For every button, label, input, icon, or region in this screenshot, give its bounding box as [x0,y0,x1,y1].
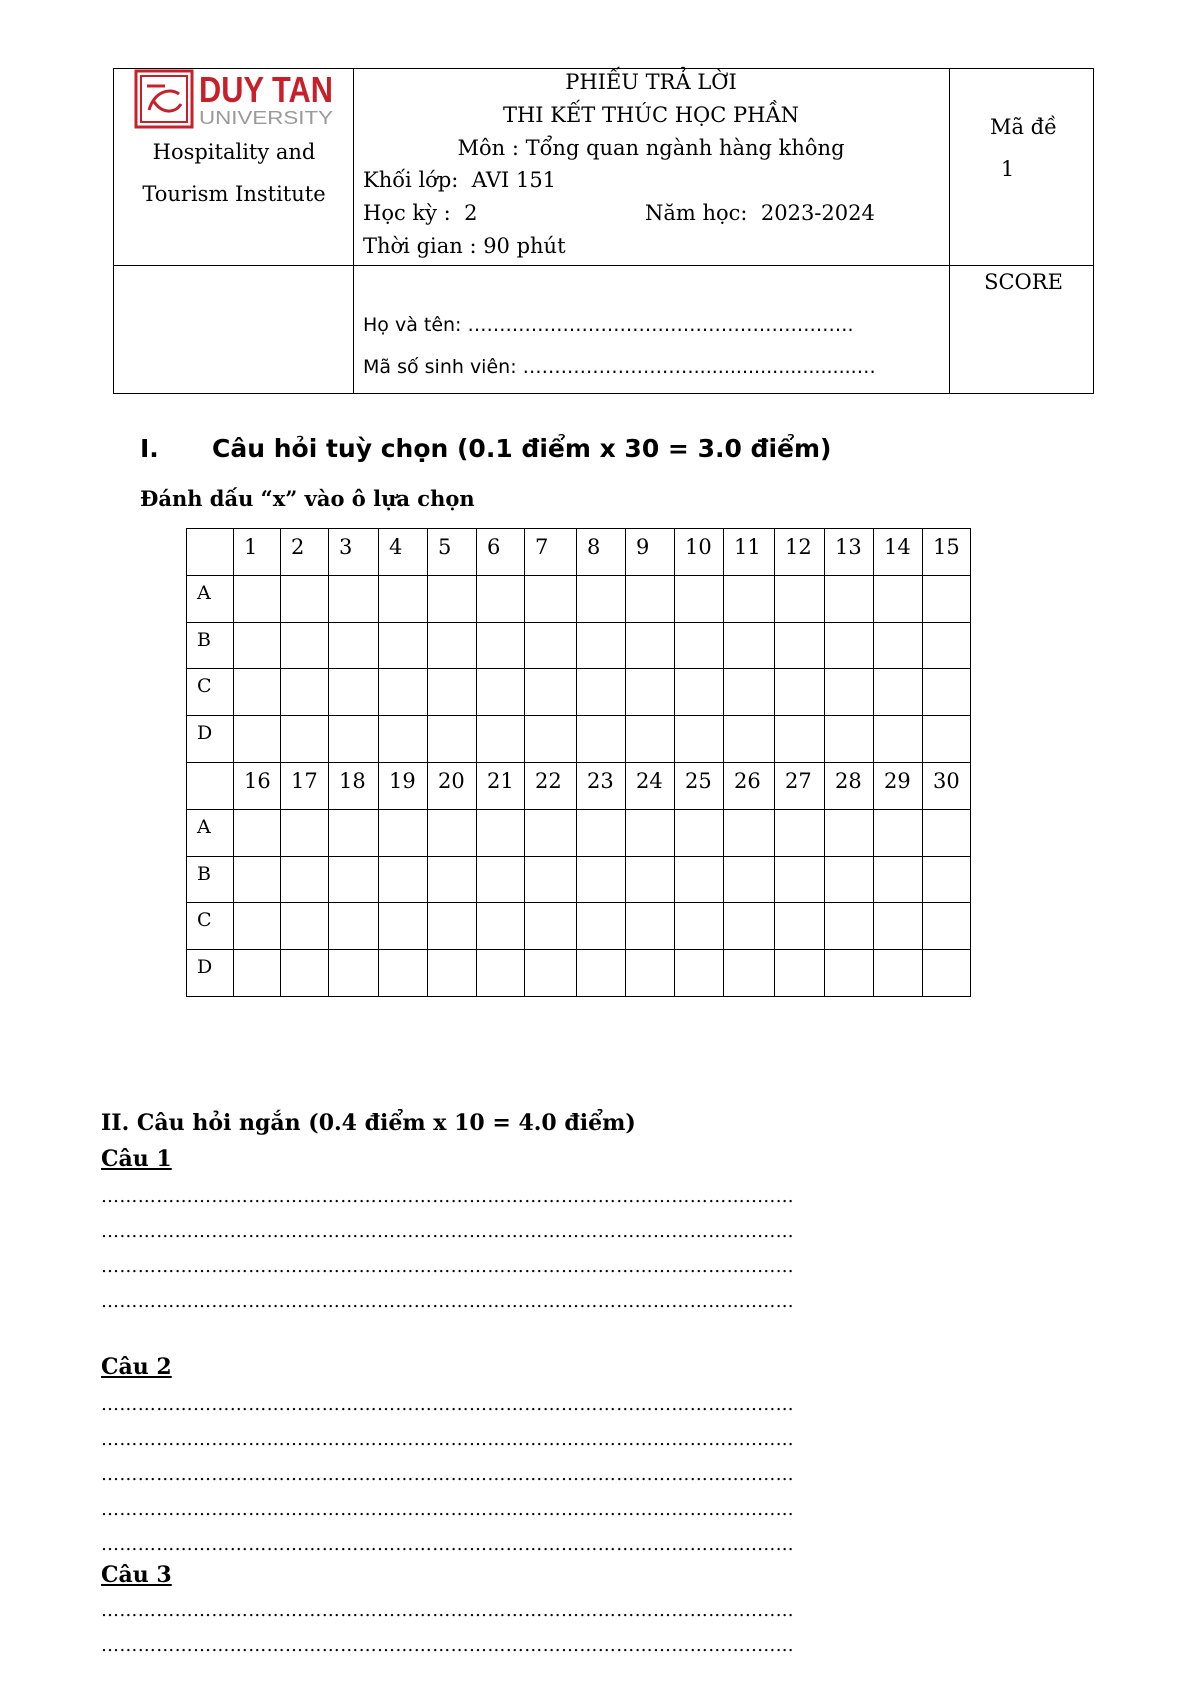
option-label: A [187,575,234,622]
question-number: 17 [281,762,329,809]
answer-checkbox-cell[interactable] [923,809,971,856]
answer-checkbox-cell[interactable] [428,856,477,903]
answer-checkbox-cell[interactable] [724,809,775,856]
logo-brand-text: DUY TAN [199,69,333,110]
question-number: 23 [577,762,626,809]
question-number-row [187,762,971,809]
answer-checkbox-cell[interactable] [329,903,379,950]
answer-checkbox-cell[interactable] [428,575,477,622]
answer-grid [186,528,971,997]
question-number: 12 [775,529,825,576]
answer-checkbox-cell[interactable] [525,903,577,950]
answer-checkbox-cell[interactable] [626,809,675,856]
answer-checkbox-cell[interactable] [477,669,525,716]
answer-checkbox-cell[interactable] [923,669,971,716]
answer-checkbox-cell[interactable] [477,809,525,856]
question-number: 27 [775,762,825,809]
answer-checkbox-cell[interactable] [675,669,724,716]
answer-checkbox-cell[interactable] [923,622,971,669]
answer-checkbox-cell[interactable] [825,575,874,622]
answer-checkbox-cell[interactable] [626,903,675,950]
option-row [187,622,971,669]
answer-checkbox-cell[interactable] [525,809,577,856]
answer-line[interactable]: …………………………………………………………………………………………….....… [101,1534,795,1555]
grid-corner-cell [187,762,234,809]
answer-checkbox-cell[interactable] [234,856,281,903]
subject-line: Môn : Tổng quan ngành hàng không [457,136,845,160]
answer-checkbox-cell[interactable] [675,716,724,763]
semester-label: Học kỳ : [363,201,451,225]
answer-checkbox-cell[interactable] [234,622,281,669]
answer-checkbox-cell[interactable] [825,903,874,950]
answer-checkbox-cell[interactable] [626,575,675,622]
answer-checkbox-cell[interactable] [724,622,775,669]
answer-line[interactable]: …………………………………………………………………………………………….....… [101,1256,795,1277]
question-number: 19 [379,762,428,809]
question-number: 1 [234,529,281,576]
institute-line-2: Tourism Institute [142,182,326,206]
answer-checkbox-cell[interactable] [675,622,724,669]
answer-checkbox-cell[interactable] [577,809,626,856]
question-number: 11 [724,529,775,576]
answer-checkbox-cell[interactable] [874,716,923,763]
option-row [187,856,971,903]
option-label: C [187,669,234,716]
answer-checkbox-cell[interactable] [825,716,874,763]
semester-line [363,201,477,225]
answer-checkbox-cell[interactable] [379,856,428,903]
question-number: 30 [923,762,971,809]
exam-code-label: Mã đề [989,115,1058,139]
answer-checkbox-cell[interactable] [477,716,525,763]
answer-checkbox-cell[interactable] [428,903,477,950]
option-row [187,809,971,856]
section-1-number: I. [140,434,159,463]
answer-checkbox-cell[interactable] [825,809,874,856]
answer-checkbox-cell[interactable] [775,622,825,669]
question-number: 21 [477,762,525,809]
answer-line[interactable]: …………………………………………………………………………………………….....… [101,1394,795,1415]
answer-checkbox-cell[interactable] [281,856,329,903]
answer-checkbox-cell[interactable] [923,856,971,903]
question-number: 10 [675,529,724,576]
question-number: 20 [428,762,477,809]
answer-line[interactable]: …………………………………………………………………………………………….....… [101,1635,795,1656]
answer-checkbox-cell[interactable] [281,716,329,763]
option-row [187,575,971,622]
answer-checkbox-cell[interactable] [281,809,329,856]
answer-checkbox-cell[interactable] [525,669,577,716]
answer-checkbox-cell[interactable] [775,575,825,622]
score-label: SCORE [984,270,1063,294]
question-number: 3 [329,529,379,576]
answer-checkbox-cell[interactable] [329,716,379,763]
answer-checkbox-cell[interactable] [675,809,724,856]
question-number: 7 [525,529,577,576]
option-label: D [187,950,234,997]
answer-checkbox-cell[interactable] [577,856,626,903]
question-number: 15 [923,529,971,576]
semester-value: 2 [464,201,478,225]
class-label: Khối lớp: [363,168,459,192]
section-1-heading [140,434,831,463]
answer-checkbox-cell[interactable] [775,903,825,950]
answer-checkbox-cell[interactable] [923,575,971,622]
question-number: 25 [675,762,724,809]
question-number: 29 [874,762,923,809]
answer-checkbox-cell[interactable] [626,950,675,997]
year-line [645,201,875,225]
question-number: 4 [379,529,428,576]
answer-checkbox-cell[interactable] [724,669,775,716]
class-value: AVI 151 [471,168,557,192]
answer-line[interactable]: …………………………………………………………………………………………….....… [101,1499,795,1520]
question-1-label: Câu 1 [101,1146,172,1172]
answer-checkbox-cell[interactable] [724,950,775,997]
answer-checkbox-cell[interactable] [281,575,329,622]
answer-checkbox-cell[interactable] [874,622,923,669]
answer-checkbox-cell[interactable] [825,856,874,903]
answer-checkbox-cell[interactable] [428,809,477,856]
answer-checkbox-cell[interactable] [626,622,675,669]
option-label: A [187,809,234,856]
answer-checkbox-cell[interactable] [234,950,281,997]
answer-checkbox-cell[interactable] [477,950,525,997]
student-id-field[interactable]: Mã số sinh viên: ………………………...........................… [363,356,876,378]
question-number: 28 [825,762,874,809]
answer-checkbox-cell[interactable] [281,622,329,669]
question-number: 2 [281,529,329,576]
answer-checkbox-cell[interactable] [626,716,675,763]
answer-checkbox-cell[interactable] [234,575,281,622]
answer-checkbox-cell[interactable] [379,716,428,763]
question-number: 24 [626,762,675,809]
answer-checkbox-cell[interactable] [428,950,477,997]
answer-checkbox-cell[interactable] [825,622,874,669]
question-number: 16 [234,762,281,809]
answer-checkbox-cell[interactable] [874,856,923,903]
logo-sub-text: UNIVERSITY [199,108,333,128]
option-row [187,903,971,950]
answer-checkbox-cell[interactable] [923,716,971,763]
answer-checkbox-cell[interactable] [874,809,923,856]
grid-corner-cell [187,529,234,576]
answer-checkbox-cell[interactable] [724,716,775,763]
answer-line[interactable]: …………………………………………………………………………………………….....… [101,1291,795,1312]
answer-checkbox-cell[interactable] [477,856,525,903]
answer-checkbox-cell[interactable] [675,575,724,622]
answer-checkbox-cell[interactable] [923,950,971,997]
answer-checkbox-cell[interactable] [379,669,428,716]
question-number: 14 [874,529,923,576]
answer-checkbox-cell[interactable] [675,950,724,997]
section-2-heading: II. Câu hỏi ngắn (0.4 điểm x 10 = 4.0 điểm) [101,1110,636,1136]
year-label: Năm học: [645,201,748,225]
answer-checkbox-cell[interactable] [281,669,329,716]
answer-checkbox-cell[interactable] [281,903,329,950]
question-number: 22 [525,762,577,809]
answer-line[interactable]: …………………………………………………………………………………………….....… [101,1600,795,1621]
answer-line[interactable]: …………………………………………………………………………………………….....… [101,1186,795,1207]
question-2-label: Câu 2 [101,1354,172,1380]
answer-checkbox-cell[interactable] [577,716,626,763]
answer-checkbox-cell[interactable] [379,809,428,856]
answer-checkbox-cell[interactable] [577,575,626,622]
answer-line[interactable]: …………………………………………………………………………………………….....… [101,1221,795,1242]
answer-checkbox-cell[interactable] [577,622,626,669]
answer-checkbox-cell[interactable] [379,622,428,669]
answer-checkbox-cell[interactable] [724,575,775,622]
question-number: 9 [626,529,675,576]
answer-line[interactable]: …………………………………………………………………………………………….....… [101,1464,795,1485]
answer-checkbox-cell[interactable] [874,669,923,716]
question-number-row [187,529,971,576]
answer-checkbox-cell[interactable] [775,716,825,763]
answer-checkbox-cell[interactable] [525,950,577,997]
answer-checkbox-cell[interactable] [477,622,525,669]
answer-checkbox-cell[interactable] [379,575,428,622]
exam-code-value: 1 [1000,157,1015,181]
exam-title: THI KẾT THÚC HỌC PHẦN [502,103,799,127]
answer-checkbox-cell[interactable] [234,903,281,950]
answer-checkbox-cell[interactable] [234,669,281,716]
answer-line[interactable]: …………………………………………………………………………………………….....… [101,1429,795,1450]
student-name-field[interactable]: Họ và tên: ……………………………………………………. [363,314,854,336]
answer-checkbox-cell[interactable] [428,622,477,669]
institute-line-1: Hospitality and [152,140,316,164]
answer-checkbox-cell[interactable] [379,903,428,950]
option-label: D [187,716,234,763]
answer-checkbox-cell[interactable] [525,856,577,903]
duy-tan-university-logo [135,70,335,128]
question-number: 5 [428,529,477,576]
answer-checkbox-cell[interactable] [329,669,379,716]
question-number: 6 [477,529,525,576]
section-1-title: Câu hỏi tuỳ chọn (0.1 điểm x 30 = 3.0 điểm) [212,434,832,463]
answer-checkbox-cell[interactable] [626,856,675,903]
year-value: 2023-2024 [760,201,875,225]
answer-checkbox-cell[interactable] [775,950,825,997]
question-number: 13 [825,529,874,576]
answer-checkbox-cell[interactable] [825,950,874,997]
answer-checkbox-cell[interactable] [477,575,525,622]
answer-checkbox-cell[interactable] [577,903,626,950]
option-row [187,669,971,716]
answer-checkbox-cell[interactable] [379,950,428,997]
answer-checkbox-cell[interactable] [525,622,577,669]
option-label: C [187,903,234,950]
answer-checkbox-cell[interactable] [234,716,281,763]
option-row [187,716,971,763]
sheet-title: PHIẾU TRẢ LỜI [565,70,737,94]
answer-checkbox-cell[interactable] [724,903,775,950]
duration-line: Thời gian : 90 phút [363,234,566,258]
answer-checkbox-cell[interactable] [477,903,525,950]
answer-checkbox-cell[interactable] [329,622,379,669]
answer-checkbox-cell[interactable] [329,950,379,997]
answer-checkbox-cell[interactable] [874,950,923,997]
section-1-instruction: Đánh dấu “x” vào ô lựa chọn [140,486,475,511]
answer-checkbox-cell[interactable] [724,856,775,903]
answer-checkbox-cell[interactable] [675,856,724,903]
answer-checkbox-cell[interactable] [775,856,825,903]
answer-checkbox-cell[interactable] [525,716,577,763]
answer-checkbox-cell[interactable] [577,950,626,997]
answer-checkbox-cell[interactable] [329,856,379,903]
question-number: 18 [329,762,379,809]
answer-checkbox-cell[interactable] [329,809,379,856]
answer-checkbox-cell[interactable] [675,903,724,950]
question-number: 26 [724,762,775,809]
answer-checkbox-cell[interactable] [775,669,825,716]
option-label: B [187,856,234,903]
answer-checkbox-cell[interactable] [874,575,923,622]
answer-checkbox-cell[interactable] [874,903,923,950]
option-label: B [187,622,234,669]
answer-checkbox-cell[interactable] [923,903,971,950]
answer-checkbox-cell[interactable] [525,575,577,622]
answer-checkbox-cell[interactable] [281,950,329,997]
option-row [187,950,971,997]
blank-cell [114,265,354,393]
answer-checkbox-cell[interactable] [775,809,825,856]
answer-checkbox-cell[interactable] [234,809,281,856]
class-line [363,168,556,192]
answer-checkbox-cell[interactable] [428,716,477,763]
question-3-label: Câu 3 [101,1562,172,1588]
answer-checkbox-cell[interactable] [577,669,626,716]
question-number: 8 [577,529,626,576]
answer-checkbox-cell[interactable] [428,669,477,716]
answer-checkbox-cell[interactable] [626,669,675,716]
answer-checkbox-cell[interactable] [329,575,379,622]
answer-checkbox-cell[interactable] [825,669,874,716]
